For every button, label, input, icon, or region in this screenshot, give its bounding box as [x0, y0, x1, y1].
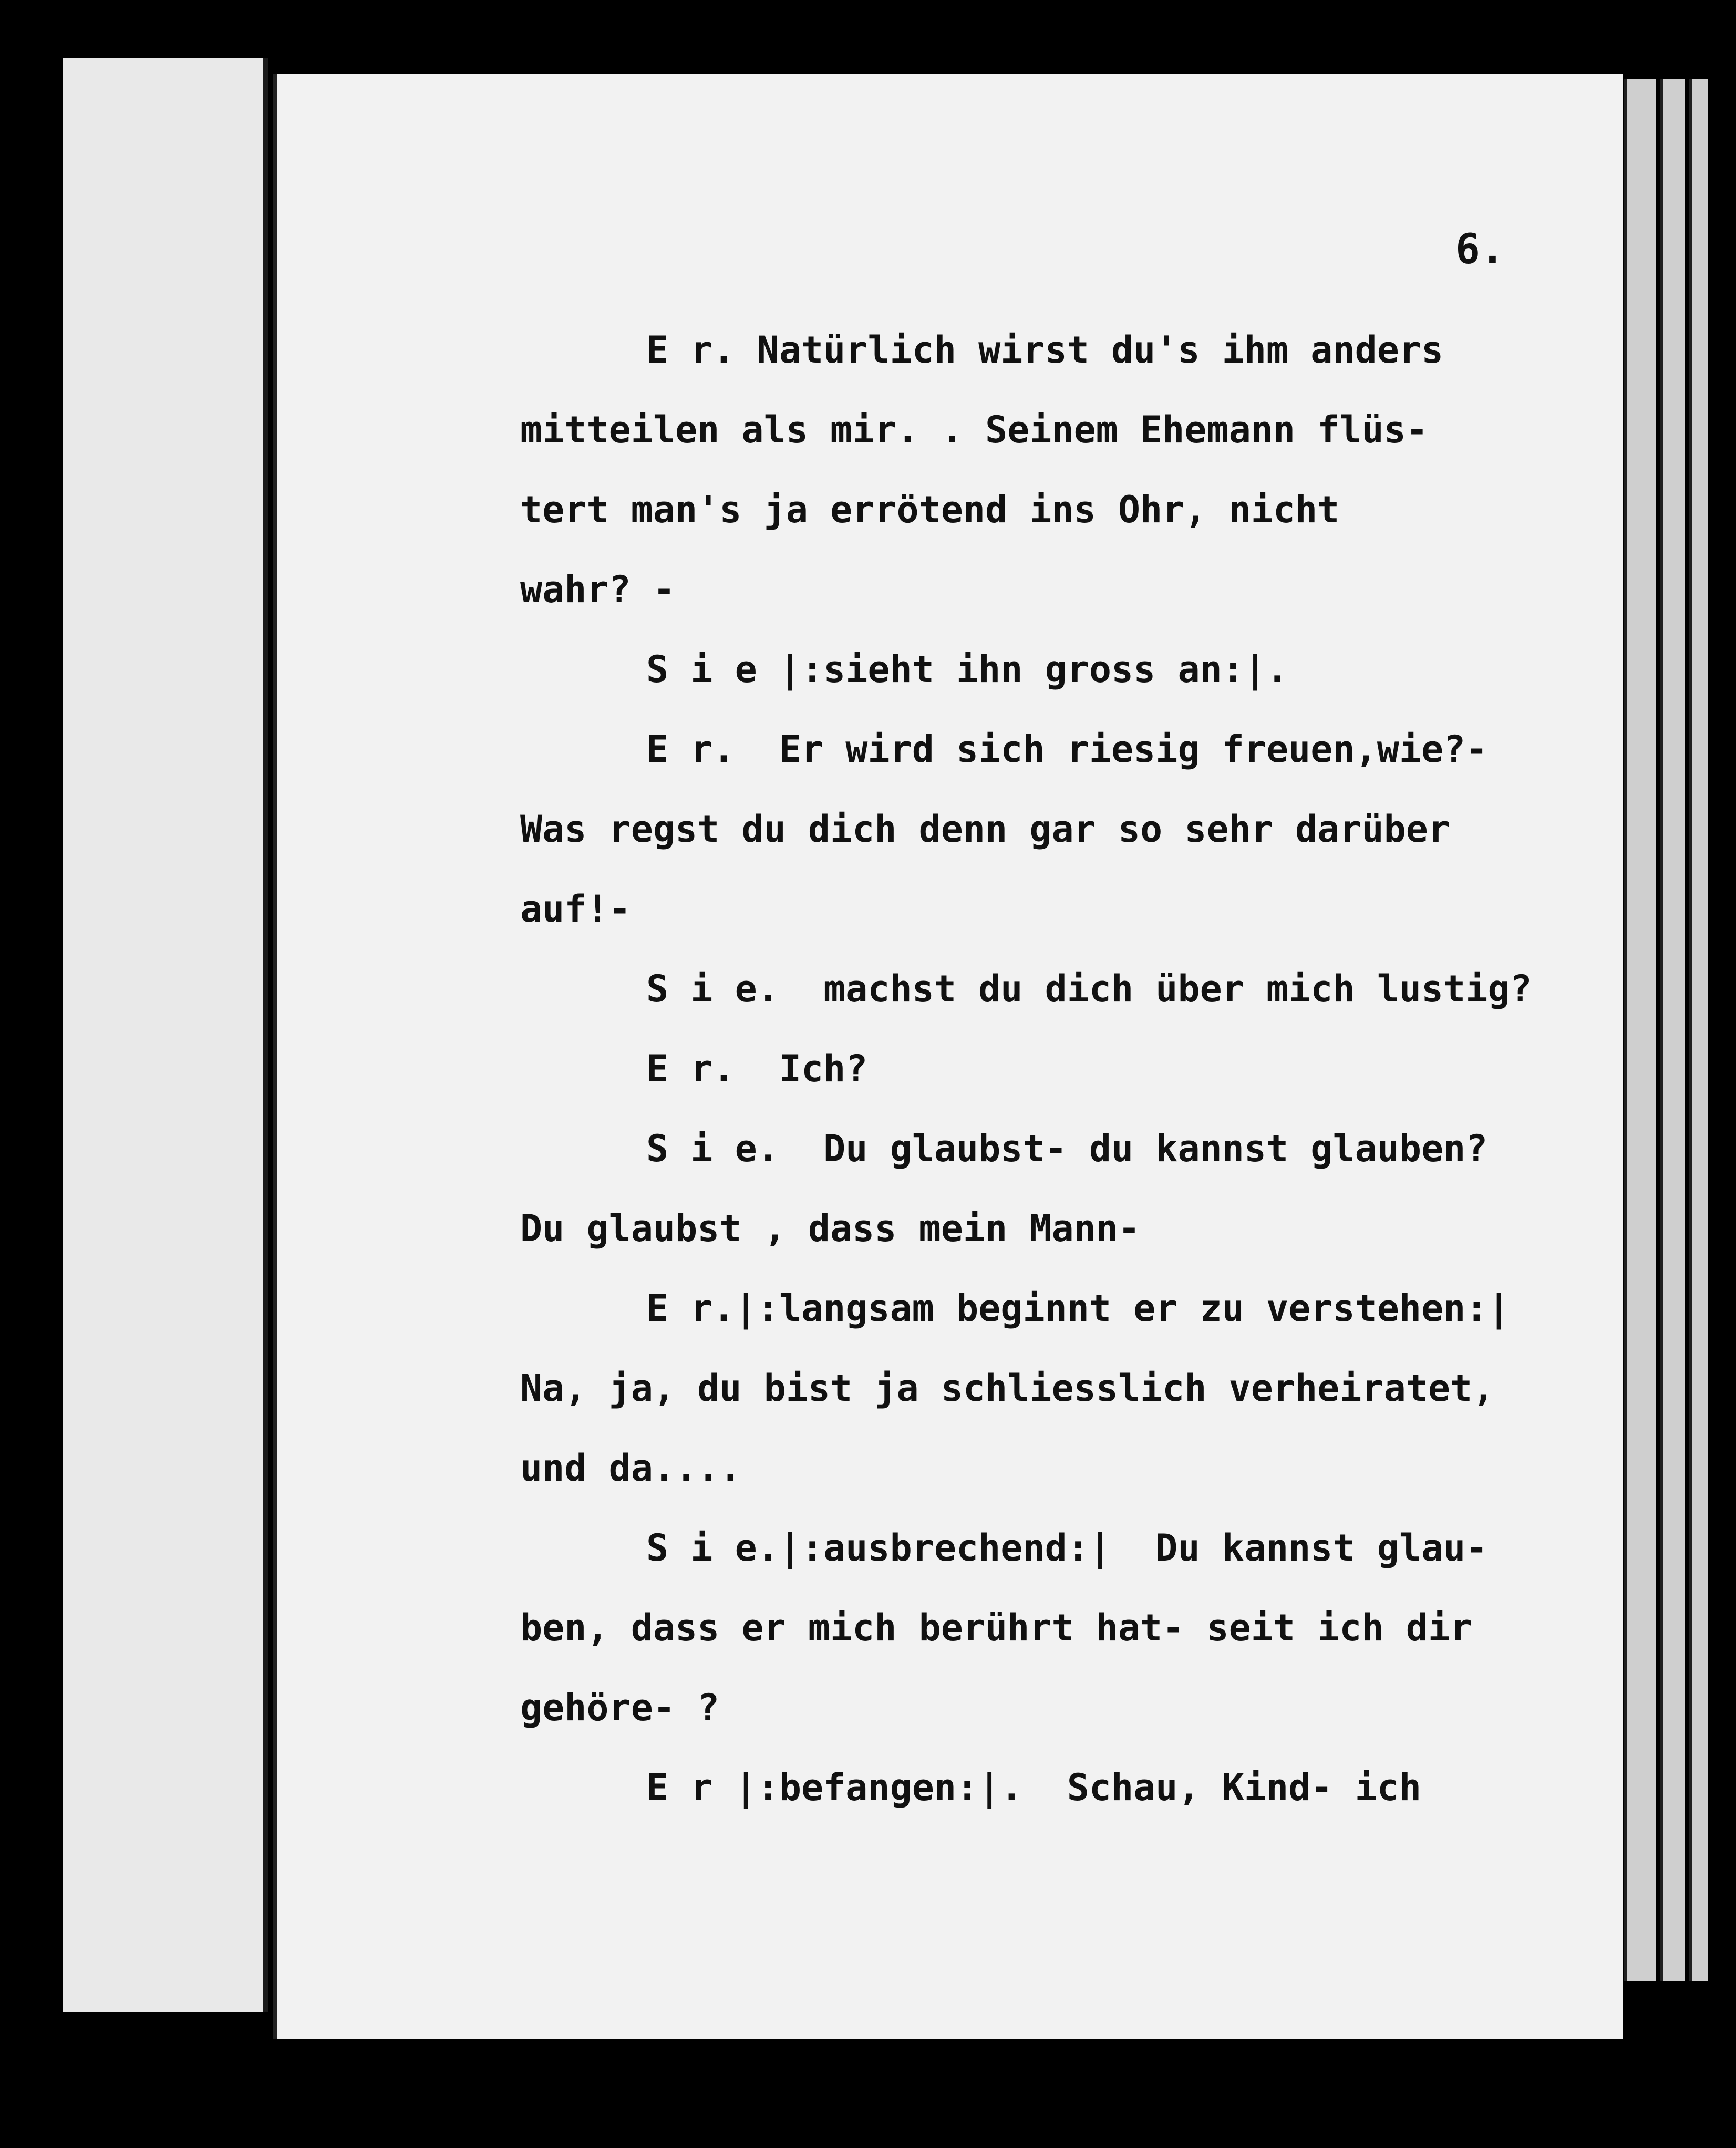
text-line: wahr? - — [520, 568, 676, 611]
text-line: tert man's ja errötend ins Ohr, nicht — [520, 488, 1340, 531]
text-line: gehöre- ? — [520, 1686, 720, 1729]
text-line: E r. Ich? — [646, 1047, 868, 1090]
text-line: Du glaubst , dass mein Mann- — [520, 1207, 1141, 1250]
page-stack-edge — [1624, 79, 1656, 1981]
text-line: mitteilen als mir. . Seinem Ehemann flüs- — [520, 408, 1428, 451]
text-line: S i e. Du glaubst- du kannst glauben? — [646, 1127, 1488, 1170]
text-line: auf!- — [520, 887, 631, 931]
text-line: S i e. machst du dich über mich lustig? — [646, 967, 1532, 1010]
text-line: E r |:befangen:|. Schau, Kind- ich — [646, 1766, 1422, 1809]
text-line: Na, ja, du bist ja schliesslich verheiratet, — [520, 1367, 1495, 1410]
text-line: ben, dass er mich berührt hat- seit ich dir — [520, 1606, 1473, 1649]
page-stack-edge — [1689, 79, 1708, 1981]
text-line: Was regst du dich denn gar so sehr darüber — [520, 808, 1451, 851]
text-line: E r. Natürlich wirst du's ihm anders — [646, 328, 1444, 371]
text-line: S i e |:sieht ihn gross an:|. — [646, 648, 1289, 691]
text-line: E r. Er wird sich riesig freuen,wie?- — [646, 728, 1488, 771]
script-text — [520, 310, 1597, 1827]
text-line: E r.|:langsam beginnt er zu verstehen:| — [646, 1287, 1510, 1330]
page-stack-edge — [1660, 79, 1685, 1981]
text-line: und da.... — [520, 1447, 742, 1490]
text-line: S i e.|:ausbrechend:| Du kannst glau- — [646, 1526, 1488, 1569]
previous-page-strip — [63, 58, 268, 2012]
page-number: 6. — [1455, 226, 1505, 273]
